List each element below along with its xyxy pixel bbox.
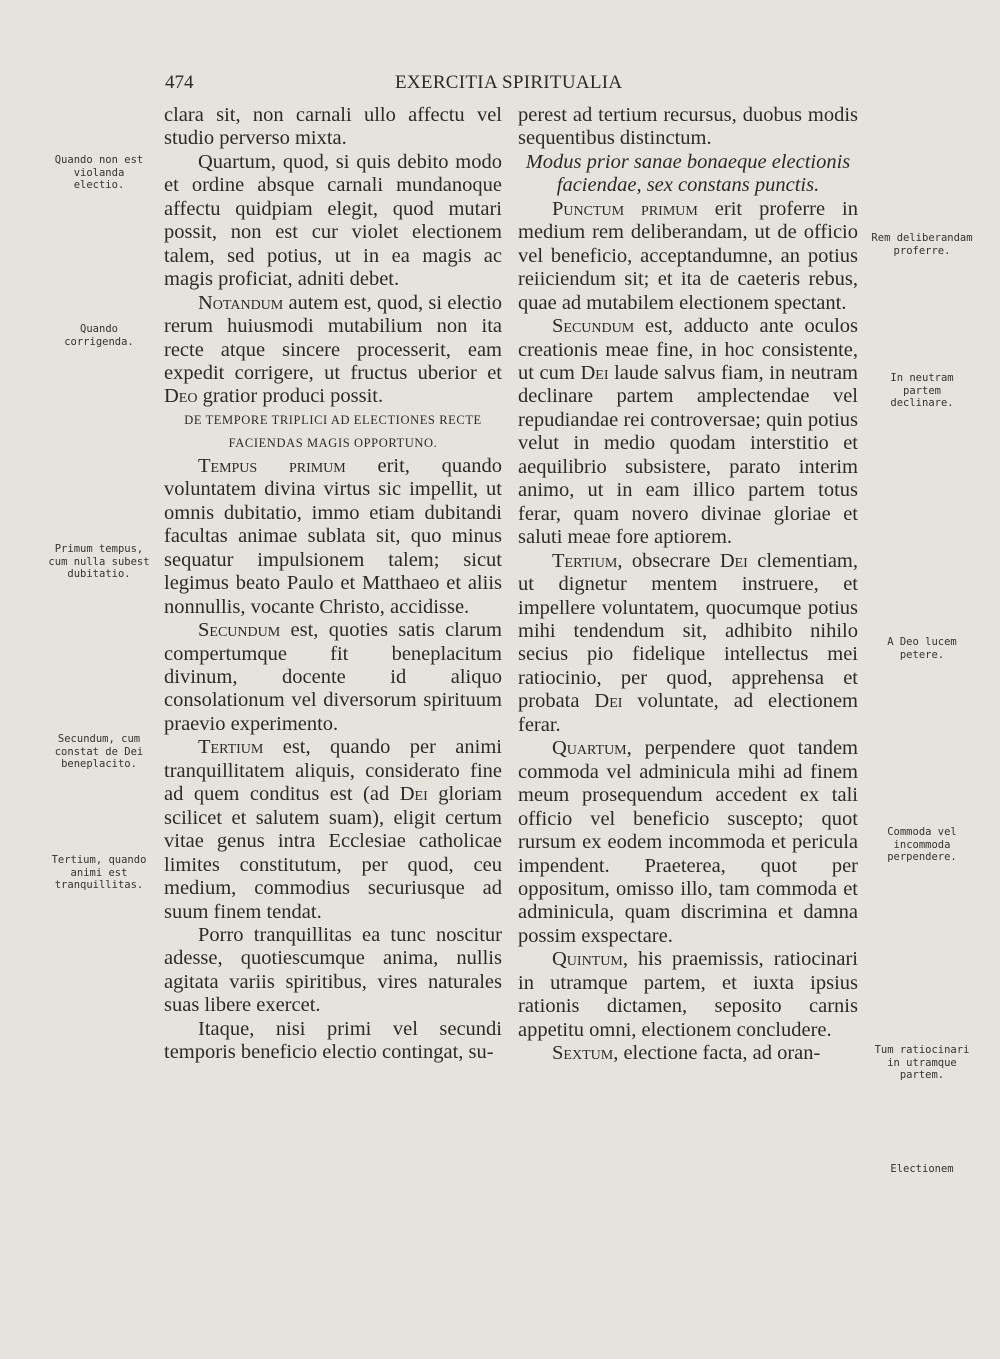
margin-note-left-2: Quando corrigenda. bbox=[64, 323, 134, 348]
paragraph-lead: Quintum bbox=[552, 948, 623, 971]
paragraph: Secundum est, adducto ante oculos creationis meae fine, in hoc consistente, ut cum Dei laude salvus fiam, in neutram declinare partem amplectendae vel repudiandae rei controversae; quin potius velut in medio quodam interstitio et aequilibrio subsistere, parato interim animo, ut in eam illico partem totus ferar, quam novero divinae gloriae et saluti meae fore aptiorem. bbox=[518, 315, 858, 549]
paragraph: Quartum, perpendere quot tandem commoda vel adminicula mihi ad finem meum prosequendum accedent ex tali officio vel beneficio suscepto; quot rursum ex eodem incommoda et pericula impendent. Praeterea, quot per oppositum, omisso illo, tam commoda et adminicula, quam discrimina et damna possim exspectare. bbox=[518, 737, 858, 947]
paragraph: Porro tranquillitas ea tunc noscitur adesse, quotiescumque anima, nullis agitata variis spiritibus, vires naturales suas libere exercet. bbox=[164, 923, 502, 1017]
right-column bbox=[518, 104, 858, 1066]
paragraph-lead: Sextum bbox=[552, 1042, 614, 1065]
margin-note-left-5: Tertium, quando animi est tranquillitas. bbox=[51, 854, 147, 892]
paragraph: Quintum, his praemissis, ratiocinari in utramque partem, et iuxta ipsius rationis dictamen, seposito carnis appetitu omni, electionem concludere. bbox=[518, 948, 858, 1041]
margin-note-left-1: Quando non est violanda electio. bbox=[54, 154, 144, 192]
paragraph-lead: Notandum bbox=[198, 291, 284, 314]
margin-note-left-4: Secundum, cum constat de Dei beneplacito. bbox=[54, 733, 144, 771]
paragraph: Punctum primum erit proferre in medium rem deliberandam, ut de officio vel beneficio, acceptandumne, an potius reiiciendum sit; et ita de caeteris rebus, quae ad mutabilem electionem spectant. bbox=[518, 197, 858, 314]
section-heading: DE TEMPORE TRIPLICI AD ELECTIONES RECTE FACIENDAS MAGIS OPPORTUNO. bbox=[184, 412, 482, 450]
left-column bbox=[164, 104, 502, 1065]
running-title: EXERCITIA SPIRITUALIA bbox=[395, 72, 623, 93]
paragraph: clara sit, non carnali ullo affectu vel studio perverso mixta. bbox=[164, 104, 502, 150]
paragraph-lead: Secundum bbox=[198, 619, 281, 642]
margin-note-right-6: Electionem bbox=[890, 1163, 954, 1175]
paragraph-lead: Tertium bbox=[552, 549, 618, 572]
margin-note-right-5: Tum ratiocinari in utramque partem. bbox=[874, 1044, 970, 1082]
paragraph-lead: Tertium bbox=[198, 736, 264, 759]
paragraph: Tertium est, quando per animi tranquillitatem aliquis, considerato fine ad quem conditus est (ad Dei gloriam scilicet et salutem suam), eligit certum vitae genus intra Ecclesiae catholicae limites constitutum, per quod, ceu medium, commodius securiusque ad suum finem tendat. bbox=[164, 736, 502, 923]
paragraph: perest ad tertium recursus, duobus modis sequentibus distinctum. bbox=[518, 104, 858, 150]
paragraph: Secundum est, quoties satis clarum compertumque fit beneplacitum divinum, docente id aliquo consolationum vel diversorum spirituum praevio experimento. bbox=[164, 619, 502, 735]
page-number: 474 bbox=[165, 72, 194, 93]
paragraph: Sextum, electione facta, ad oran- bbox=[552, 1042, 821, 1065]
paragraph: Quartum, quod, si quis debito modo et ordine absque carnali mundanoque affectu quidpiam elegit, quod mutari possit, non est cur violet electionem talem, sed potius, ut in ea magis ac magis proficiat, adniti debet. bbox=[164, 150, 502, 291]
paragraph: Tertium, obsecrare Dei clementiam, ut dignetur mentem instruere, et impellere voluntatem, quocumque potius mihi tendendum sit, adhibito nihilo secius pio fidelique intellectus mei ratiocinio, per quod, apprehensa et probata Dei voluntate, ad electionem ferar. bbox=[518, 549, 858, 736]
paragraph: Notandum autem est, quod, si electio rerum huiusmodi mutabilium non ita recte atque sincere processerit, eam expedit corrigere, ut fructus uberior et Deo gratior produci possit. bbox=[164, 291, 502, 408]
paragraph-lead: Quartum bbox=[552, 737, 627, 760]
paragraph: Tempus primum erit, quando voluntatem divina virtus sic impellit, ut omnis dubitatio, immo etiam dubitandi facultas animae sublata sit, quo minus sequatur impulsionem talem; sicut legimus beato Paulo et Matthaeo et aliis nonnullis, vocante Christo, accidisse. bbox=[164, 454, 502, 618]
paragraph: Itaque, nisi primi vel secundi temporis beneficio electio contingat, su- bbox=[164, 1017, 502, 1064]
running-head bbox=[165, 72, 995, 102]
margin-note-right-1: Rem deliberandam proferre. bbox=[871, 232, 973, 257]
paragraph-lead: Punctum primum bbox=[552, 197, 698, 220]
margin-note-right-2: In neutram partem declinare. bbox=[890, 372, 954, 410]
section-heading: Modus prior sanae bonaeque electionis faciendae, sex constans punctis. bbox=[525, 150, 851, 197]
paragraph-lead: Tempus primum bbox=[198, 454, 346, 477]
paragraph-lead: Secundum bbox=[552, 315, 635, 338]
margin-note-right-4: Commoda vel incommoda perpendere. bbox=[887, 826, 957, 864]
margin-note-right-3: A Deo lucem petere. bbox=[887, 636, 957, 661]
margin-note-left-3: Primum tempus, cum nulla subest dubitatio. bbox=[48, 543, 150, 581]
